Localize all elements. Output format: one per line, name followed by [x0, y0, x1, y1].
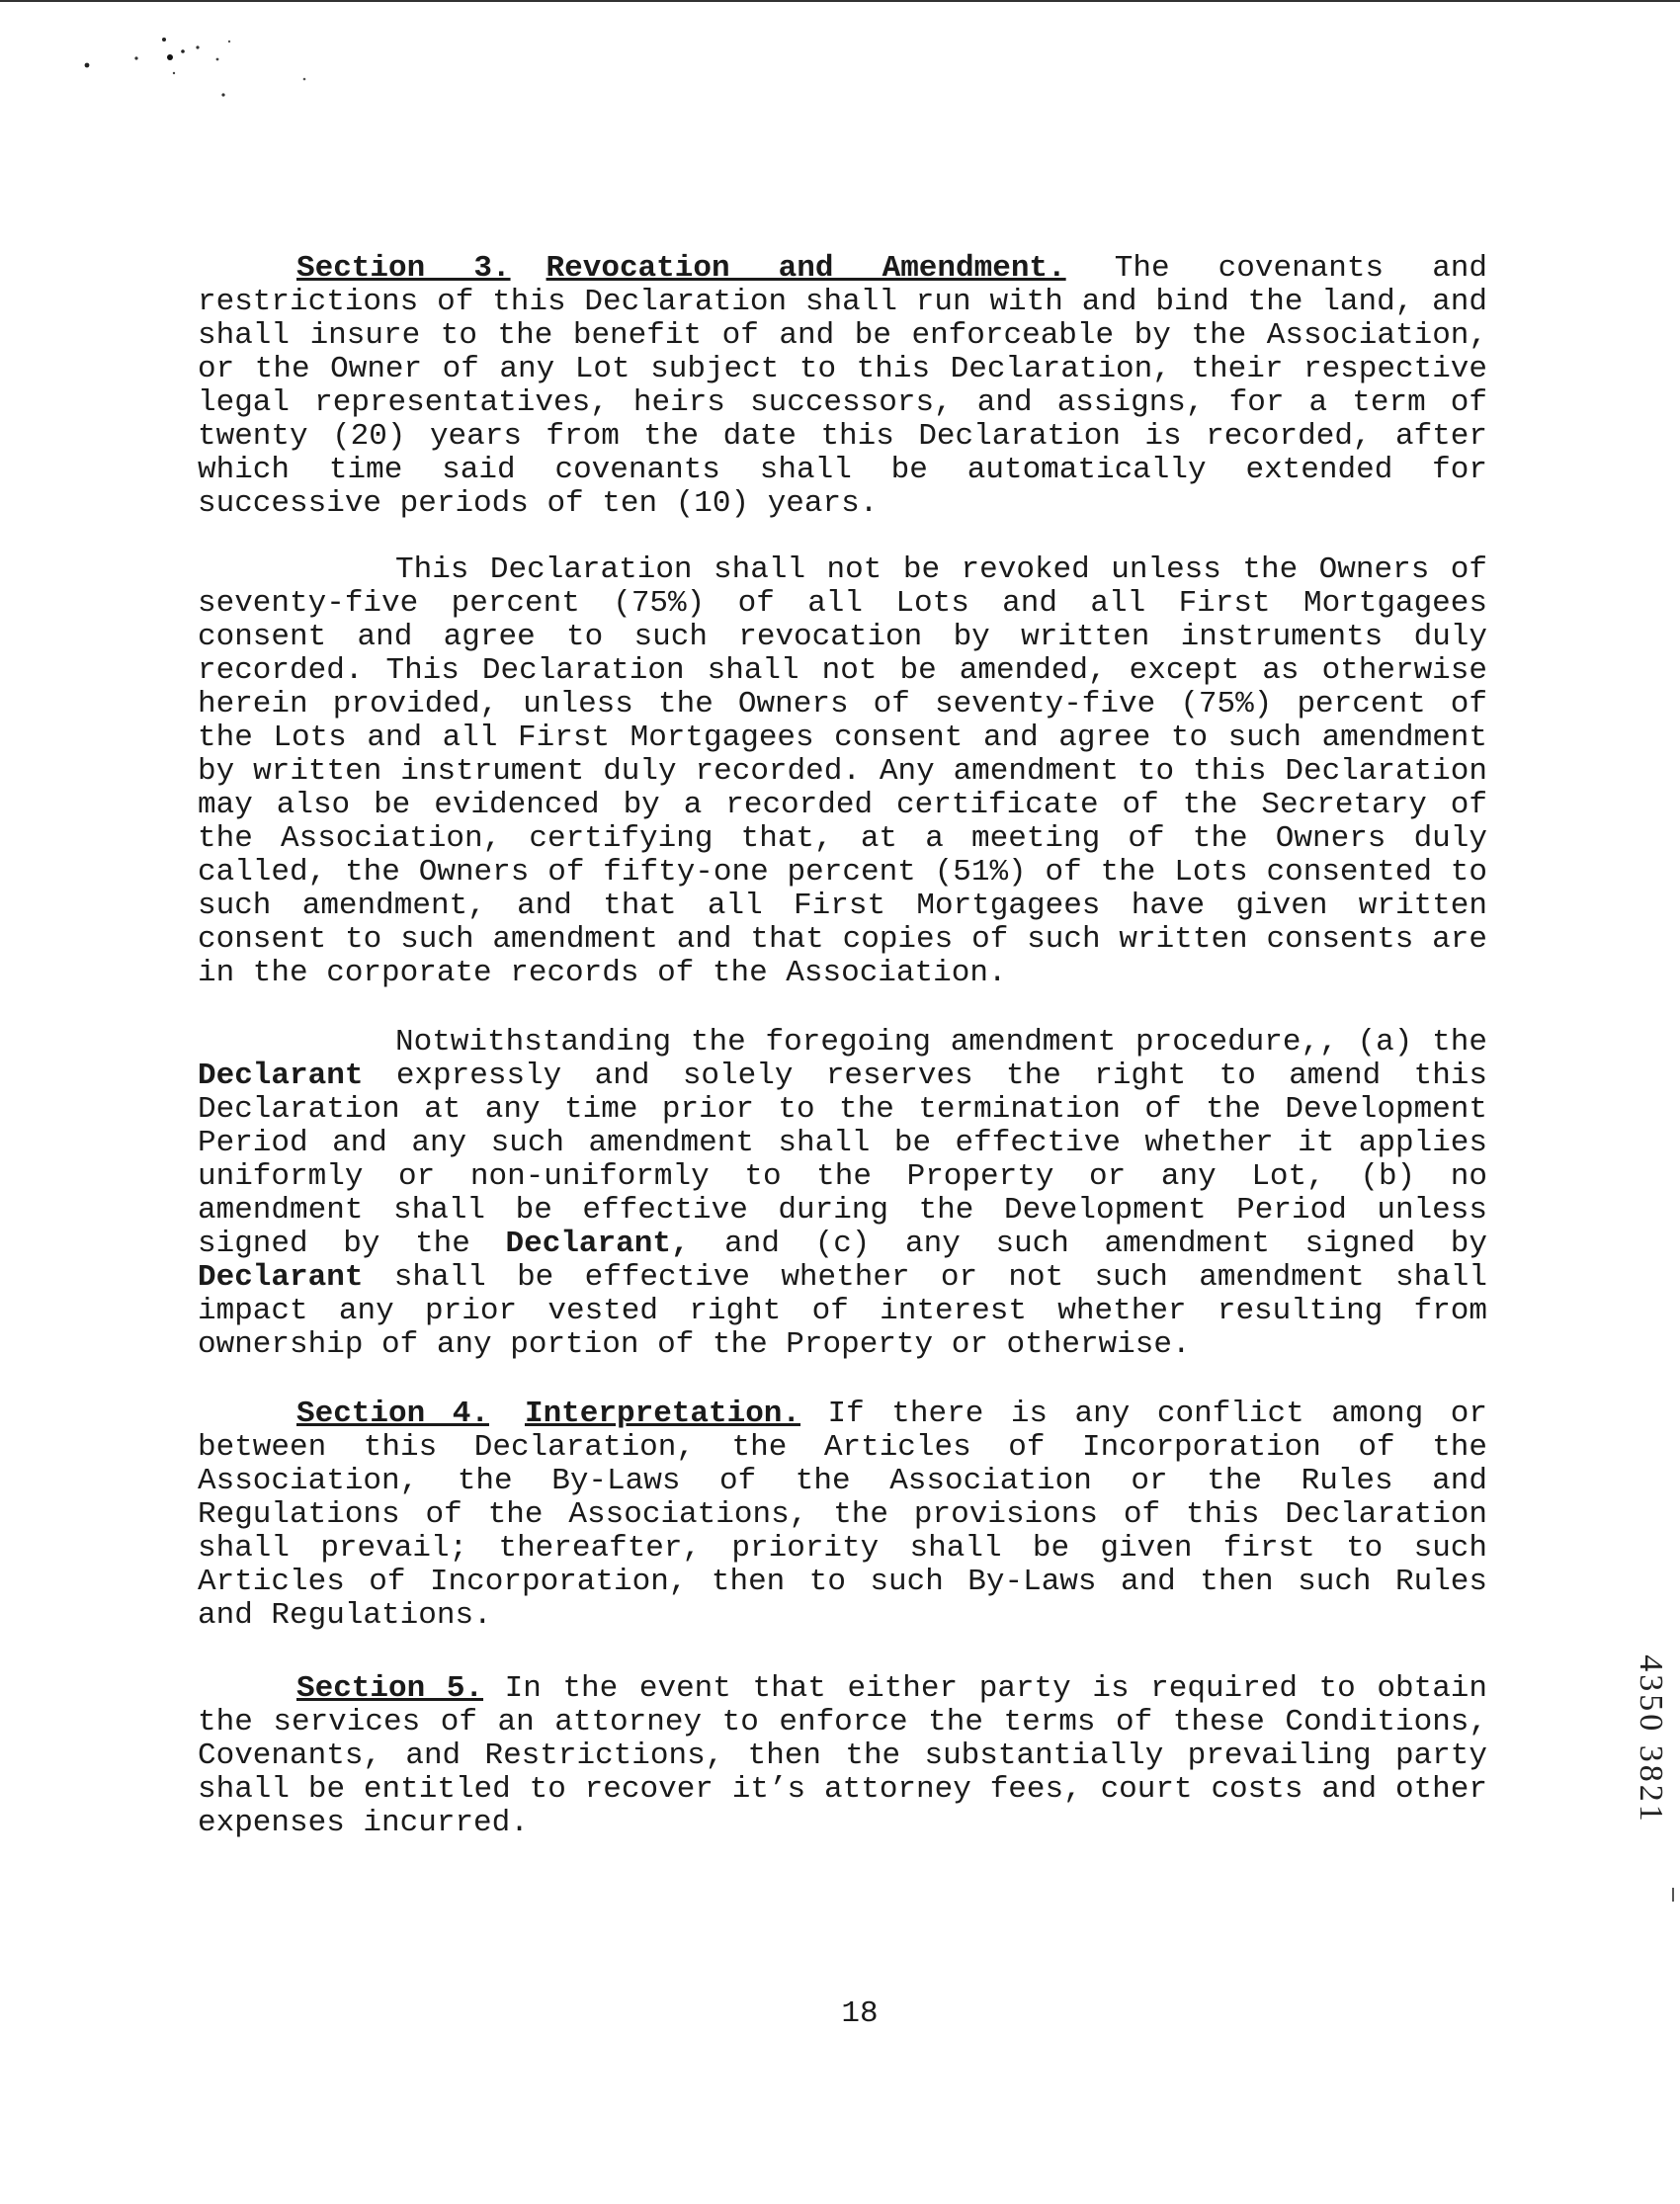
- scan-edge-mark: [1672, 1888, 1674, 1902]
- section-4-paragraph: [198, 1398, 1487, 1633]
- revocation-paragraph: [198, 553, 1487, 990]
- section-3-heading: Section 3.: [296, 251, 511, 286]
- declarant-term-3: Declarant: [198, 1260, 364, 1295]
- section-4-heading: Section 4.: [296, 1397, 489, 1431]
- section-4-text: If there is any conflict among or between this Declaration, the Articles of Incorporation of the Association, the By-Laws of the Association or the Rules and Regulations of the Associations, the provisions of this Declaration shall prevail; thereafter, priority shall be given first to such Articles of Incorporation, then to such By-Laws and then such Rules and Regulations.: [198, 1397, 1488, 1633]
- section-3-paragraph: [198, 252, 1487, 521]
- section-3-title: Revocation and Amendment.: [546, 251, 1066, 286]
- declarant-term-2: Declarant,: [505, 1227, 690, 1261]
- notwithstanding-text-2: expressly and solely reserves the right to amend this Declaration at any time prior to the termination of the Development Period and any such amendment shall be effective whether it applies uniformly or non-uniformly to the Property or any Lot, (b) no amendment shall be effective during the Development Period unless signed by the: [198, 1059, 1487, 1261]
- page-number: 18: [841, 1996, 879, 2031]
- top-scan-edge: [0, 0, 1680, 2]
- notwithstanding-text-3: and (c) any such amendment signed by: [724, 1227, 1487, 1261]
- section-5-paragraph: [198, 1672, 1487, 1840]
- notwithstanding-paragraph: [198, 1026, 1487, 1362]
- recording-stamp: [1621, 1591, 1680, 1888]
- notwithstanding-text-1: Notwithstanding the foregoing amendment procedure,, (a) the: [395, 1025, 1487, 1060]
- section-4-title: Interpretation.: [524, 1397, 801, 1431]
- notwithstanding-text-4: shall be effective whether or not such amendment shall impact any prior vested right of interest whether resulting from ownership of any portion of the Property or otherwise.: [198, 1260, 1487, 1362]
- document-body: [198, 252, 1487, 1874]
- revocation-text: This Declaration shall not be revoked unless the Owners of seventy-five percent (75%) of all Lots and all First Mortgagees consent and agree to such revocation by written instruments duly recorded. This Declaration shall not be amended, except as otherwise herein provided, unless the Owners of seventy-five (75%) percent of the Lots and all First Mortgagees consent and agree to such amendment by written instrument duly recorded. Any amendment to this Declaration may also be evidenced by a recorded certificate of the Secretary of the Association, certifying that, at a meeting of the Owners duly called, the Owners of fifty-one percent (51%) of the Lots consented to such amendment, and that all First Mortgagees have given written consent to such amendment and that copies of such written consents are in the corporate records of the Association.: [198, 552, 1487, 990]
- recording-stamp-number: 4350 3821: [1633, 1654, 1669, 1824]
- scan-specks: [40, 30, 336, 109]
- section-5-heading: Section 5.: [296, 1671, 484, 1706]
- section-5-text: In the event that either party is required to obtain the services of an attorney to enforce the terms of these Conditions, Covenants, and Restrictions, then the substantially prevailing party shall be entitled to recover it’s attorney fees, court costs and other expenses incurred.: [198, 1671, 1487, 1840]
- declarant-term-1: Declarant: [198, 1059, 364, 1093]
- section-3-text: The covenants and restrictions of this Declaration shall run with and bind the land, and shall insure to the benefit of and be enforceable by the Association, or the Owner of any Lot subject to this Declaration, their respective legal representatives, heirs successors, and assigns, for a term of twenty (20) years from the date this Declaration is recorded, after which time said covenants shall be automatically extended for successive periods of ten (10) years.: [198, 251, 1488, 521]
